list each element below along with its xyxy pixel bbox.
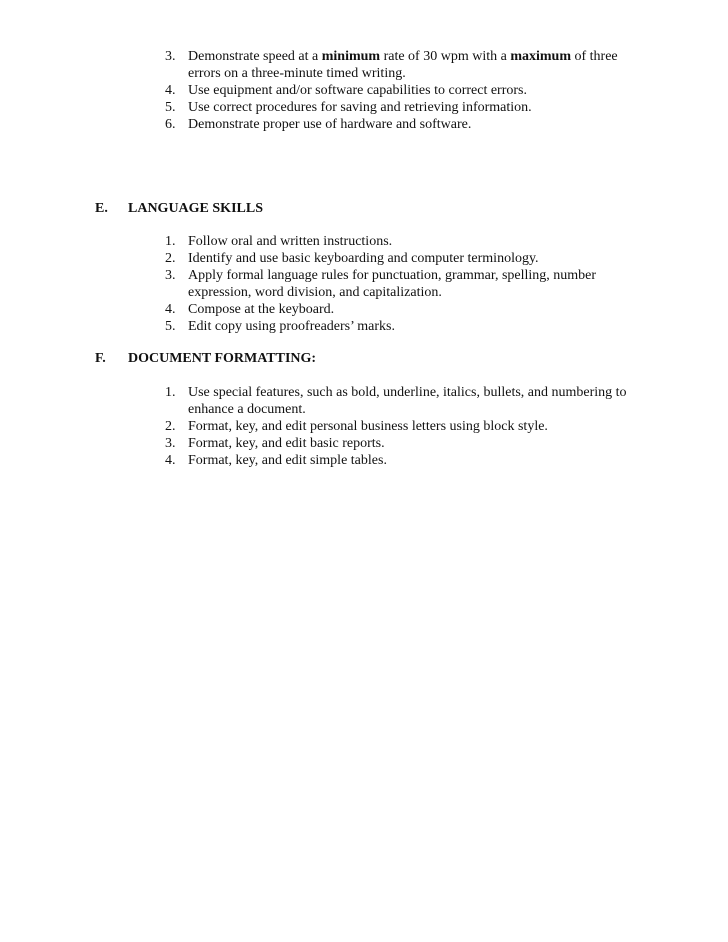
list-item [165,116,645,133]
section-f-title: DOCUMENT FORMATTING: [128,351,317,366]
list-item-text: Use special features, such as bold, underline, italics, bullets, and numbering to enhance a document. [188,385,627,417]
list-item-number: 4. [165,83,176,98]
list-item-text: Format, key, and edit simple tables. [188,453,387,468]
list-item-number: 4. [165,302,176,317]
list-item [165,318,645,335]
list-item-text: Apply formal language rules for punctuation, grammar, spelling, number expression, word division, and capitalization. [188,268,597,300]
continued-list [165,48,645,133]
list-item-text: Format, key, and edit basic reports. [188,436,385,451]
list-item [165,250,645,267]
section-e-heading [95,200,263,217]
list-item-number: 3. [165,268,176,283]
list-item-text: rate of 30 wpm with a [380,49,511,64]
list-item-number: 1. [165,234,176,249]
list-item-number: 2. [165,419,176,434]
list-item [165,233,645,250]
list-item [165,82,645,99]
list-item [165,452,645,469]
section-f-heading [95,350,316,367]
list-item [165,267,645,301]
list-item-text: Follow oral and written instructions. [188,234,393,249]
list-item-number: 2. [165,251,176,266]
list-item-number: 1. [165,385,176,400]
list-item-text: Use correct procedures for saving and retrieving information. [188,100,532,115]
section-f-list [165,384,645,469]
list-item-text: Identify and use basic keyboarding and computer terminology. [188,251,539,266]
list-item [165,301,645,318]
section-e-list [165,233,645,335]
list-item-text: Demonstrate proper use of hardware and software. [188,117,472,132]
section-f-letter: F. [95,351,106,366]
list-item-number: 3. [165,49,176,64]
section-e-letter: E. [95,201,108,216]
list-item [165,48,645,82]
list-item [165,384,645,418]
list-item-number: 5. [165,100,176,115]
list-item-text: of three errors on a three-minute timed writing. [188,49,618,81]
list-item-number: 3. [165,436,176,451]
list-item-text: Use equipment and/or software capabilities to correct errors. [188,83,527,98]
section-e-title: LANGUAGE SKILLS [128,201,263,216]
list-item-number: 6. [165,117,176,132]
list-item [165,435,645,452]
emphasis-minimum: minimum [321,49,381,64]
list-item [165,418,645,435]
list-item-number: 4. [165,453,176,468]
list-item-text: Demonstrate speed at a [188,49,322,64]
list-item-number: 5. [165,319,176,334]
list-item-text: Edit copy using proofreaders’ marks. [188,319,395,334]
emphasis-maximum: maximum [510,49,571,64]
list-item-text: Format, key, and edit personal business letters using block style. [188,419,548,434]
list-item-text: Compose at the keyboard. [188,302,335,317]
list-item [165,99,645,116]
